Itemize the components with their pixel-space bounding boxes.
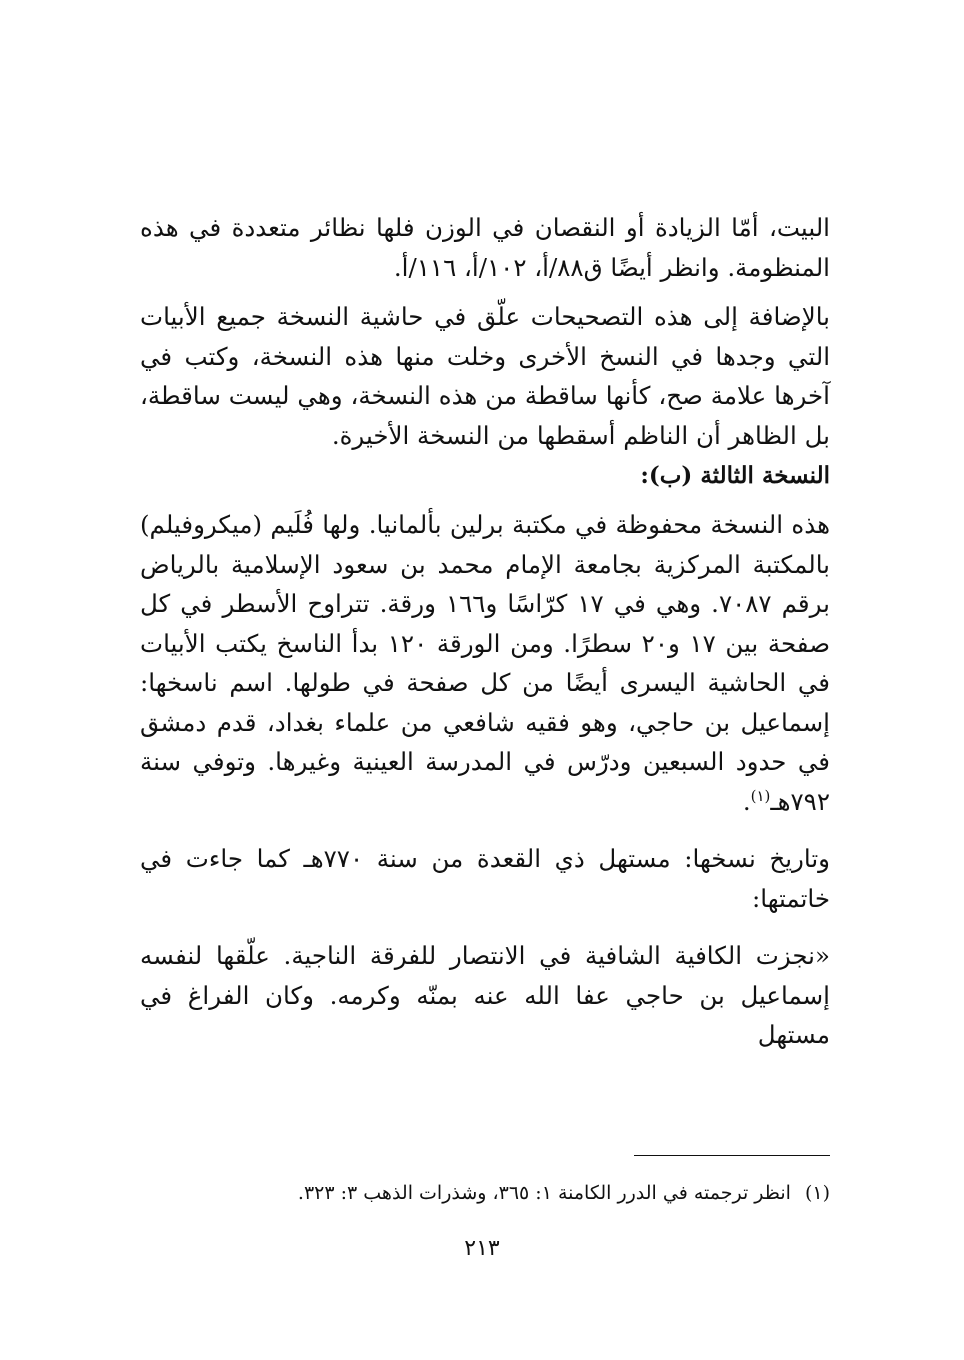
paragraph-berlin-copy: [140, 505, 830, 821]
footnote-reference: (١): [750, 786, 771, 805]
paragraph-berlin-copy-text: هذه النسخة محفوظة في مكتبة برلين بألمانيا. ولها فُلَيم (ميكروفيلم) بالمكتبة المركزية بجامعة الإمام محمد بن سعود الإسلامية بالرياض برقم ٧٠٨٧. وهي في ١٧ كرّاسًا و١٦٦ ورقة. تتراوح الأسطر في كل صفحة بين ١٧ و٢٠ سطرًا. ومن الورقة ١٢٠ بدأ الناسخ يكتب الأبيات في الحاشية اليسرى أيضًا من كل صفحة في طولها. اسم ناسخها: إسماعيل بن حاجي، وهو فقيه شافعي من علماء بغداد، قدم دمشق في حدود السبعين ودرّس في المدرسة العينية وغيرها. وتوفي سنة ٧٩٢هـ: [140, 510, 831, 816]
paragraph-copy-date: وتاريخ نسخها: مستهل ذي القعدة من سنة ٧٧٠هـ كما جاءت في خاتمتها:: [140, 844, 830, 913]
footnote-text: انظر ترجمته في الدرر الكامنة ١: ٣٦٥، وشذرات الذهب ٣: ٣٢٣.: [297, 1182, 791, 1204]
footnote-number: (١): [804, 1182, 830, 1204]
page-number: ٢١٣: [464, 1236, 500, 1261]
paragraph-corrections: بالإضافة إلى هذه التصحيحات علّق في حاشية النسخة جميع الأبيات التي وجدها في النسخ الأخرى وخلت منها هذه النسخة، وكتب في آخرها علامة صح، كأنها ساقطة من هذه النسخة، وهي ليست ساقطة، بل الظاهر أن الناظم أسقطها من النسخة الأخيرة.: [140, 302, 830, 450]
main-text: [140, 208, 830, 1055]
paragraph-colophon-quote: «نجزت الكافية الشافية في الانتصار للفرقة الناجية. علّقها لنفسه إسماعيل بن حاجي عفا الله عنه بمنّه وكرمه. وكان الفراغ في مستهل: [140, 941, 830, 1049]
paragraph-verse-notes: البيت، أمّا الزيادة أو النقصان في الوزن فلها نظائر متعددة في هذه المنظومة. وانظر أيضًا ق٨٨/أ، ١٠٢/أ، ١١٦/أ.: [140, 213, 830, 282]
footnote: [130, 1178, 830, 1208]
footnote-separator: [634, 1155, 830, 1156]
paragraph-berlin-copy-end: .: [742, 786, 751, 816]
section-heading-third-copy: النسخة الثالثة (ب):: [640, 462, 830, 489]
